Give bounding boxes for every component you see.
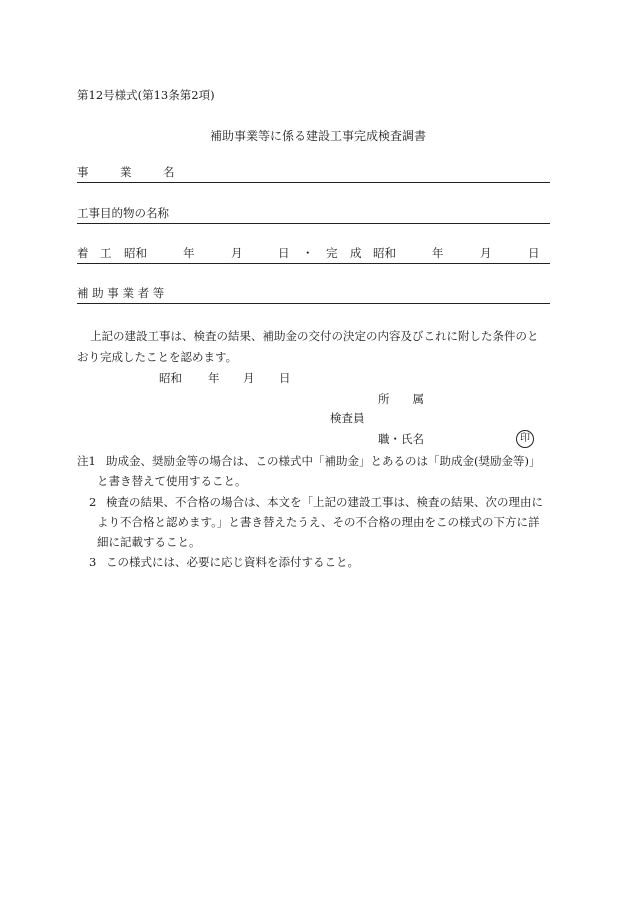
note-1-line-2: と書き替えて使用すること。	[97, 474, 247, 488]
note-1-label: 注1	[77, 454, 96, 468]
end-label-1: 完	[326, 245, 338, 260]
note-2-line-3: 細に記載すること。	[97, 535, 201, 549]
project-name-label-1: 事	[77, 164, 89, 179]
target-name-label: 工事目的物の名称	[77, 205, 169, 220]
date-year: 年	[208, 371, 220, 385]
note-2-line-1: 検査の結果、不合格の場合は、本文を「上記の建設工事は、検査の結果、次の理由に	[106, 495, 543, 509]
end-month: 月	[480, 245, 492, 260]
operator-label: 補 助 事 業 者 等	[77, 285, 165, 300]
project-name-label-3: 名	[163, 164, 175, 179]
construction-period-field	[77, 245, 550, 264]
start-era: 昭和	[124, 245, 147, 260]
project-name-label-2: 業	[120, 164, 132, 179]
project-name-field	[77, 164, 550, 183]
date-era: 昭和	[159, 371, 182, 385]
period-separator: ・	[302, 245, 314, 260]
end-era: 昭和	[373, 245, 396, 260]
note-3-line-1: この様式には、必要に応じ資料を添付すること。	[106, 555, 359, 569]
target-name-field	[77, 205, 550, 224]
note-1-line-1: 助成金、奨励金等の場合は、この様式中「補助金」とあるのは「助成金(奨励金等)」	[106, 454, 541, 468]
note-2-line-2: より不合格と認めます。」と書き替えたうえ、その不合格の理由をこの様式の下方に詳	[97, 515, 540, 529]
end-day: 日	[528, 245, 540, 260]
start-day: 日	[278, 245, 290, 260]
note-3-label: 3	[89, 555, 97, 569]
body-line-2: おり完成したことを認めます。	[77, 350, 238, 364]
date-month: 月	[243, 371, 255, 385]
document-title: 補助事業等に係る建設工事完成検査調書	[210, 129, 427, 143]
inspector-label: 検査員	[330, 411, 365, 425]
name-label: 職・氏名	[378, 432, 424, 446]
start-label-1: 着	[77, 245, 89, 260]
form-number: 第12号様式(第13条第2項)	[77, 88, 215, 102]
start-month: 月	[231, 245, 243, 260]
date-day: 日	[279, 371, 291, 385]
start-label-2: 工	[100, 245, 112, 260]
affiliation-label: 所 属	[378, 392, 424, 406]
note-2-label: 2	[89, 495, 97, 509]
end-label-2: 成	[350, 245, 362, 260]
body-line-1: 上記の建設工事は、検査の結果、補助金の交付の決定の内容及びこれに附した条件のと	[90, 329, 539, 343]
end-year: 年	[432, 245, 444, 260]
seal-mark: 印	[516, 430, 534, 448]
start-year: 年	[183, 245, 195, 260]
operator-field	[77, 285, 550, 304]
